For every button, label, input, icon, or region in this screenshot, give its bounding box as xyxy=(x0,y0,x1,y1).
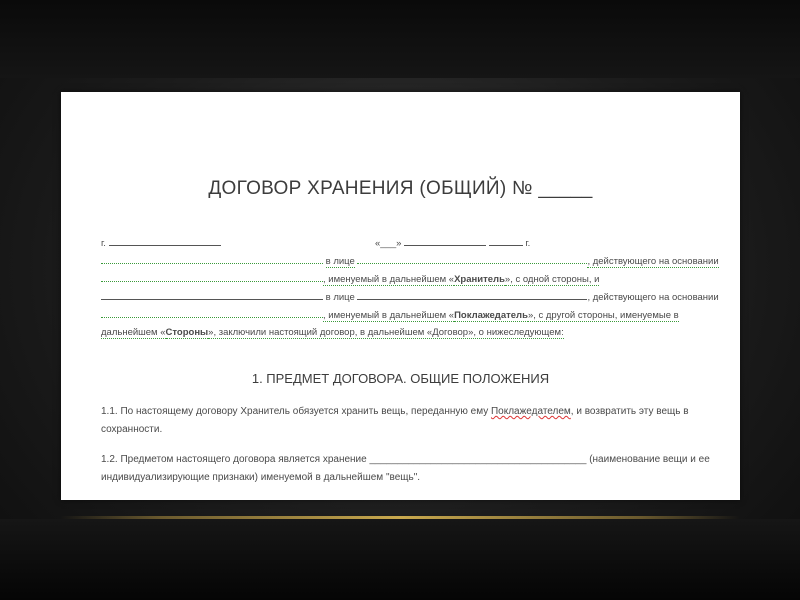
party1-role: Хранитель xyxy=(454,274,505,285)
parties-suffix: », заключили настоящий договор, в дальнейшем «Договор», о нижеследующем: xyxy=(208,327,564,338)
party2-named: , именуемый в дальнейшем « xyxy=(323,310,455,321)
parties-word: Стороны xyxy=(165,327,209,338)
date-line xyxy=(375,237,530,250)
clause-1-2-prefix: 1.2. Предметом настоящего договора является хранение xyxy=(101,454,367,465)
party1-in-person: в лице xyxy=(325,256,355,267)
clause-1-1-prefix: 1.1. По настоящему договору Хранитель обязуется хранить вещь, переданную ему xyxy=(101,406,489,417)
clause-1-2-blank[interactable]: _______________________________________ xyxy=(369,454,587,465)
party2-line xyxy=(101,291,719,304)
clause-1-1-highlight: Поклажедателем xyxy=(490,406,571,417)
document-title: ДОГОВОР ХРАНЕНИЯ (ОБЩИЙ) № _____ xyxy=(208,178,593,199)
party1-role-line xyxy=(101,273,599,286)
place-date-line xyxy=(101,237,221,250)
party1-acting: , действующего на основании xyxy=(587,256,719,267)
date-quote-close: » xyxy=(396,238,402,249)
city-blank[interactable] xyxy=(109,237,221,246)
clause-1-1 xyxy=(101,403,721,439)
slide-bottom-band xyxy=(0,519,800,600)
clause-1-2 xyxy=(101,451,721,487)
date-day-blank[interactable]: ___ xyxy=(380,238,397,249)
clause-1-2-suffix: (наименование вещи и ее индивидуализирующие признаки) именуемой в дальнейшем "вещь". xyxy=(101,454,710,483)
parties-line xyxy=(101,327,564,339)
party1-line xyxy=(101,255,719,268)
party2-in-person: в лице xyxy=(325,292,355,303)
clause-1-1-suffix: , и возвратить эту вещь в сохранности. xyxy=(101,406,689,435)
date-quote-open: « xyxy=(375,238,381,249)
party2-representative-blank[interactable] xyxy=(357,291,587,300)
party1-one-side: », с одной стороны, и xyxy=(504,274,600,285)
party2-other-side: », с другой стороны, именуемые в xyxy=(527,310,679,321)
party1-basis-blank[interactable] xyxy=(101,273,323,282)
party2-acting: , действующего на основании xyxy=(587,292,719,303)
party2-role: Поклажедатель xyxy=(454,310,528,321)
date-month-blank[interactable] xyxy=(404,237,486,246)
parties-prefix: дальнейшем « xyxy=(101,327,166,338)
city-prefix: г. xyxy=(101,238,106,249)
date-year-suffix: г. xyxy=(525,238,531,249)
section-1-title: 1. ПРЕДМЕТ ДОГОВОРА. ОБЩИЕ ПОЛОЖЕНИЯ xyxy=(251,371,550,386)
party1-named: , именуемый в дальнейшем « xyxy=(323,274,455,285)
date-year-blank[interactable] xyxy=(489,237,523,246)
party2-basis-blank[interactable] xyxy=(101,309,323,318)
party2-name-blank[interactable] xyxy=(101,291,323,300)
contract-document xyxy=(61,92,740,500)
party1-name-blank[interactable] xyxy=(101,255,323,264)
slide-top-band xyxy=(0,0,800,78)
party2-role-line xyxy=(101,309,679,322)
party1-representative-blank[interactable] xyxy=(357,255,587,264)
